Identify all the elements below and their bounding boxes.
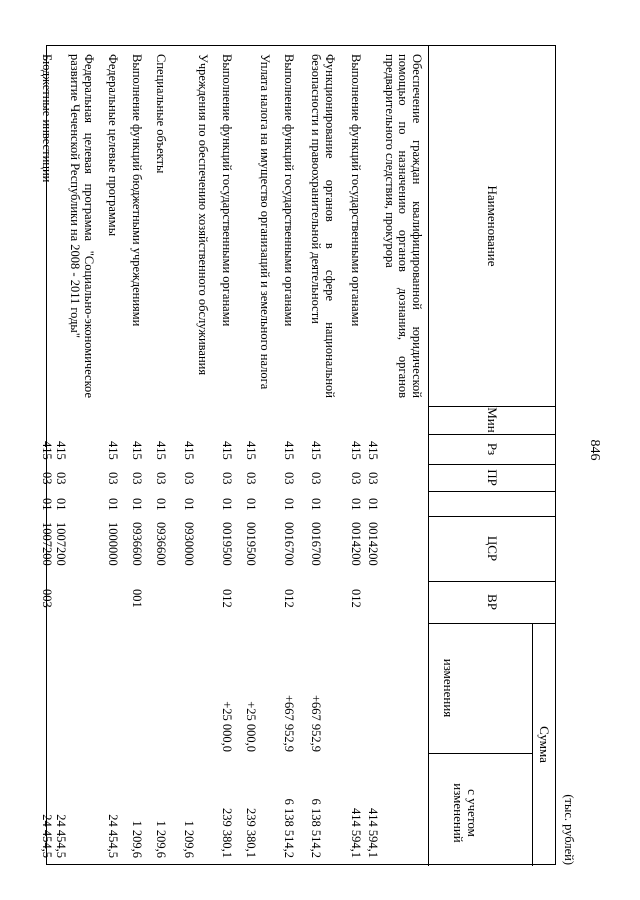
row-min: 415 (244, 441, 258, 460)
row-pr: 01 (130, 498, 144, 511)
row-pr: 01 (40, 498, 54, 511)
row-name: Уплата налога на имущество организаций и земельного налога (258, 54, 272, 390)
row-total: 414 594,1 (366, 808, 380, 858)
row-name: Обеспечение граждан квалифицированной юридической помощью по назначению органов дознания, органов предварительного следствия, прокурора (383, 54, 424, 398)
row-min: 415 (220, 441, 234, 460)
row-vr: 012 (349, 589, 363, 608)
row-changes: +25 000,0 (220, 701, 234, 752)
row-changes: +667 952,9 (282, 694, 296, 752)
table-row (101, 46, 119, 866)
row-pr: 01 (54, 498, 68, 511)
col-divider (429, 753, 533, 754)
table-row (149, 46, 167, 866)
row-csr: 0014200 (366, 522, 380, 566)
row-total: 414 594,1 (349, 808, 363, 858)
table-row (277, 46, 295, 866)
budget-table (40, 45, 556, 865)
row-name: Учреждения по обеспечению хозяйственного обслуживания (196, 54, 210, 376)
row-pr: 01 (106, 498, 120, 511)
table-row (125, 46, 143, 866)
row-name: Выполнение функций государственными органами (349, 54, 363, 327)
row-pr: 01 (244, 498, 258, 511)
row-total: 24 454,5 (54, 814, 68, 858)
row-total: 239 380,1 (244, 808, 258, 858)
row-total: 1 209,6 (182, 820, 196, 858)
table-row (215, 46, 233, 866)
row-total: 1 209,6 (154, 820, 168, 858)
units-label: (тыс. рублей) (562, 794, 576, 865)
row-min: 415 (349, 441, 363, 460)
row-csr: 0930000 (182, 522, 196, 566)
row-name: Выполнение функций государственными органами (220, 54, 234, 327)
row-name: Специальные объекты (154, 54, 168, 174)
row-min: 415 (282, 441, 296, 460)
row-csr: 1000000 (106, 522, 120, 566)
header-bottom-line (428, 46, 429, 866)
row-total: 239 380,1 (220, 808, 234, 858)
row-vr: 012 (282, 589, 296, 608)
row-rz: 03 (54, 472, 68, 485)
table-row (365, 46, 423, 866)
row-csr: 0936600 (130, 522, 144, 566)
header-sum: Сумма (537, 726, 552, 763)
row-min: 415 (182, 441, 196, 460)
row-name: Выполнение функций государственными органами (282, 54, 296, 327)
header-csr: ЦСР (485, 535, 500, 562)
row-rz: 03 (220, 472, 234, 485)
row-csr: 0016700 (282, 522, 296, 566)
row-pr: 01 (220, 498, 234, 511)
row-total: 6 138 514,2 (309, 798, 323, 858)
row-pr: 01 (154, 498, 168, 511)
row-csr: 0019500 (220, 522, 234, 566)
table-row (177, 46, 209, 866)
row-name: Федеральные целевые программы (106, 54, 120, 237)
row-min: 415 (54, 441, 68, 460)
page-number: 846 (587, 439, 602, 461)
row-rz: 03 (154, 472, 168, 485)
header-vr: ВР (485, 594, 500, 610)
row-total: 6 138 514,2 (282, 798, 296, 858)
row-pr: 01 (309, 498, 323, 511)
table-row (304, 46, 336, 866)
header-min: Мин (485, 407, 500, 433)
row-csr: 0014200 (349, 522, 363, 566)
header-with-changes: с учетом изменений (451, 783, 480, 843)
row-rz: 03 (106, 472, 120, 485)
table-row (51, 46, 95, 866)
row-rz: 03 (309, 472, 323, 485)
row-vr: 003 (40, 589, 54, 608)
header-name: Наименование (485, 185, 500, 267)
row-csr: 0016700 (309, 522, 323, 566)
row-pr: 01 (349, 498, 363, 511)
header-rz: Рз (485, 442, 500, 456)
row-rz: 03 (349, 472, 363, 485)
table-row (239, 46, 271, 866)
row-min: 415 (40, 441, 54, 460)
row-rz: 03 (282, 472, 296, 485)
row-csr: 1007200 (40, 522, 54, 566)
row-name: Федеральная целевая программа "Социально-экономическое развитие Чеченской Республики на 2008 - 2011 годы" (68, 54, 96, 398)
row-csr: 0019500 (244, 522, 258, 566)
row-rz: 03 (40, 472, 54, 485)
row-min: 415 (130, 441, 144, 460)
row-total: 1 209,6 (130, 820, 144, 858)
row-min: 415 (106, 441, 120, 460)
row-rz: 03 (182, 472, 196, 485)
table-row (344, 46, 362, 866)
row-rz: 03 (366, 472, 380, 485)
row-rz: 03 (130, 472, 144, 485)
row-changes: +25 000,0 (244, 701, 258, 752)
row-rz: 03 (244, 472, 258, 485)
row-min: 415 (154, 441, 168, 460)
row-pr: 01 (366, 498, 380, 511)
header-changes: изменения (441, 658, 456, 718)
col-divider (429, 491, 555, 492)
row-pr: 01 (282, 498, 296, 511)
row-min: 415 (366, 441, 380, 460)
row-vr: 012 (220, 589, 234, 608)
row-name: Бюджетные инвестиции (40, 54, 54, 183)
row-pr: 01 (182, 498, 196, 511)
sum-divider (532, 623, 533, 866)
row-total: 24 454,5 (106, 814, 120, 858)
row-changes: +667 952,9 (309, 694, 323, 752)
row-total: 24 454,5 (40, 814, 54, 858)
row-min: 415 (309, 441, 323, 460)
row-csr: 0936600 (154, 522, 168, 566)
row-vr: 001 (130, 589, 144, 608)
row-name: Выполнение функций бюджетными учреждениями (130, 54, 144, 327)
row-name: Функционирование органов в сфере национальной безопасности и правоохранительной деятельности (309, 54, 337, 398)
table-row (31, 46, 54, 866)
header-pr: ПР (485, 469, 500, 486)
row-csr: 1007200 (54, 522, 68, 566)
